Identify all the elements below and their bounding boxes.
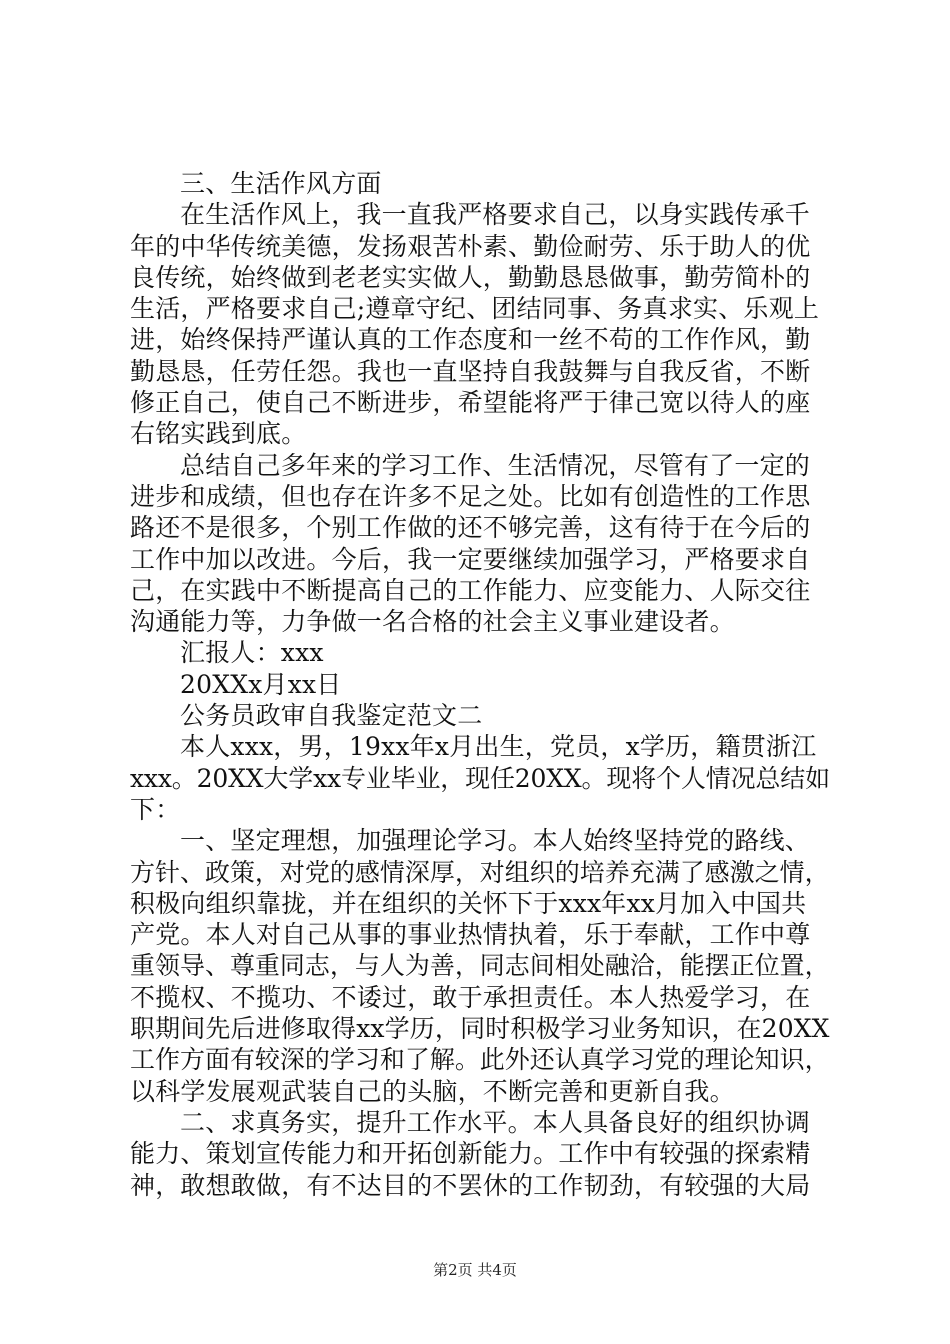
page-footer: 第2页 共4页 — [433, 1261, 517, 1279]
text-line: 沟通能力等，力争做一名合格的社会主义事业建设者。 — [130, 607, 735, 637]
text-line: 汇报人：xxx — [180, 638, 324, 668]
text-line: 己，在实践中不断提高自己的工作能力、应变能力、人际交往 — [130, 575, 811, 605]
text-line: 下： — [130, 794, 181, 824]
text-line: 本人xxx，男，19xx年x月出生，党员，x学历，籍贯浙江 — [180, 732, 817, 762]
text-line: 进步和成绩，但也存在许多不足之处。比如有创造性的工作思 — [130, 481, 811, 511]
text-line: 产党。本人对自己从事的事业热情执着，乐于奉献，工作中尊 — [130, 920, 811, 950]
text-line: 勤恳恳，任劳任怨。我也一直坚持自我鼓舞与自我反省，不断 — [130, 356, 811, 386]
text-line: 在生活作风上，我一直我严格要求自己，以身实践传承千 — [180, 200, 811, 230]
text-line: 进，始终保持严谨认真的工作态度和一丝不苟的工作作风，勤 — [130, 325, 811, 355]
text-line: 积极向组织靠拢，并在组织的关怀下于xxx年xx月加入中国共 — [130, 888, 807, 918]
text-line: 神，敢想敢做，有不达目的不罢休的工作韧劲，有较强的大局 — [130, 1170, 811, 1200]
text-line: 一、坚定理想，加强理论学习。本人始终坚持党的路线、 — [180, 826, 811, 856]
text-line: 公务员政审自我鉴定范文二 — [180, 701, 483, 731]
text-line: 以科学发展观武装自己的头脑，不断完善和更新自我。 — [130, 1076, 735, 1106]
text-line: 20XXx月xx日 — [180, 669, 342, 699]
text-line: 职期间先后进修取得xx学历，同时积极学习业务知识，在20XX — [130, 1014, 830, 1044]
text-line: 生活，严格要求自己;遵章守纪、团结同事、务真求实、乐观上 — [130, 294, 820, 324]
text-line: 方针、政策，对党的感情深厚，对组织的培养充满了感激之情， — [130, 857, 830, 887]
text-line: 三、生活作风方面 — [180, 169, 382, 198]
text-line: 不揽权、不揽功、不诿过，敢于承担责任。本人热爱学习，在 — [130, 982, 811, 1012]
text-line: 修正自己，使自己不断进步，希望能将严于律己宽以待人的座 — [130, 388, 811, 418]
text-line: xxx。20XX大学xx专业毕业，现任20XX。现将个人情况总结如 — [130, 763, 830, 793]
text-line: 良传统，始终做到老老实实做人，勤勤恳恳做事，勤劳简朴的 — [130, 262, 811, 292]
text-line: 能力、策划宣传能力和开拓创新能力。工作中有较强的探索精 — [130, 1139, 811, 1169]
text-line: 工作中加以改进。今后，我一定要继续加强学习，严格要求自 — [130, 544, 811, 574]
text-line: 路还不是很多，个别工作做的还不够完善，这有待于在今后的 — [130, 513, 811, 543]
text-line: 重领导、尊重同志，与人为善，同志间相处融洽，能摆正位置， — [130, 951, 830, 981]
document-body — [130, 168, 830, 1201]
text-line: 右铭实践到底。 — [130, 419, 307, 449]
text-line: 总结自己多年来的学习工作、生活情况，尽管有了一定的 — [180, 450, 811, 480]
text-line: 年的中华传统美德，发扬艰苦朴素、勤俭耐劳、乐于助人的优 — [130, 231, 811, 261]
text-line: 二、求真务实，提升工作水平。本人具备良好的组织协调 — [180, 1107, 811, 1137]
text-line: 工作方面有较深的学习和了解。此外还认真学习党的理论知识， — [130, 1045, 830, 1075]
